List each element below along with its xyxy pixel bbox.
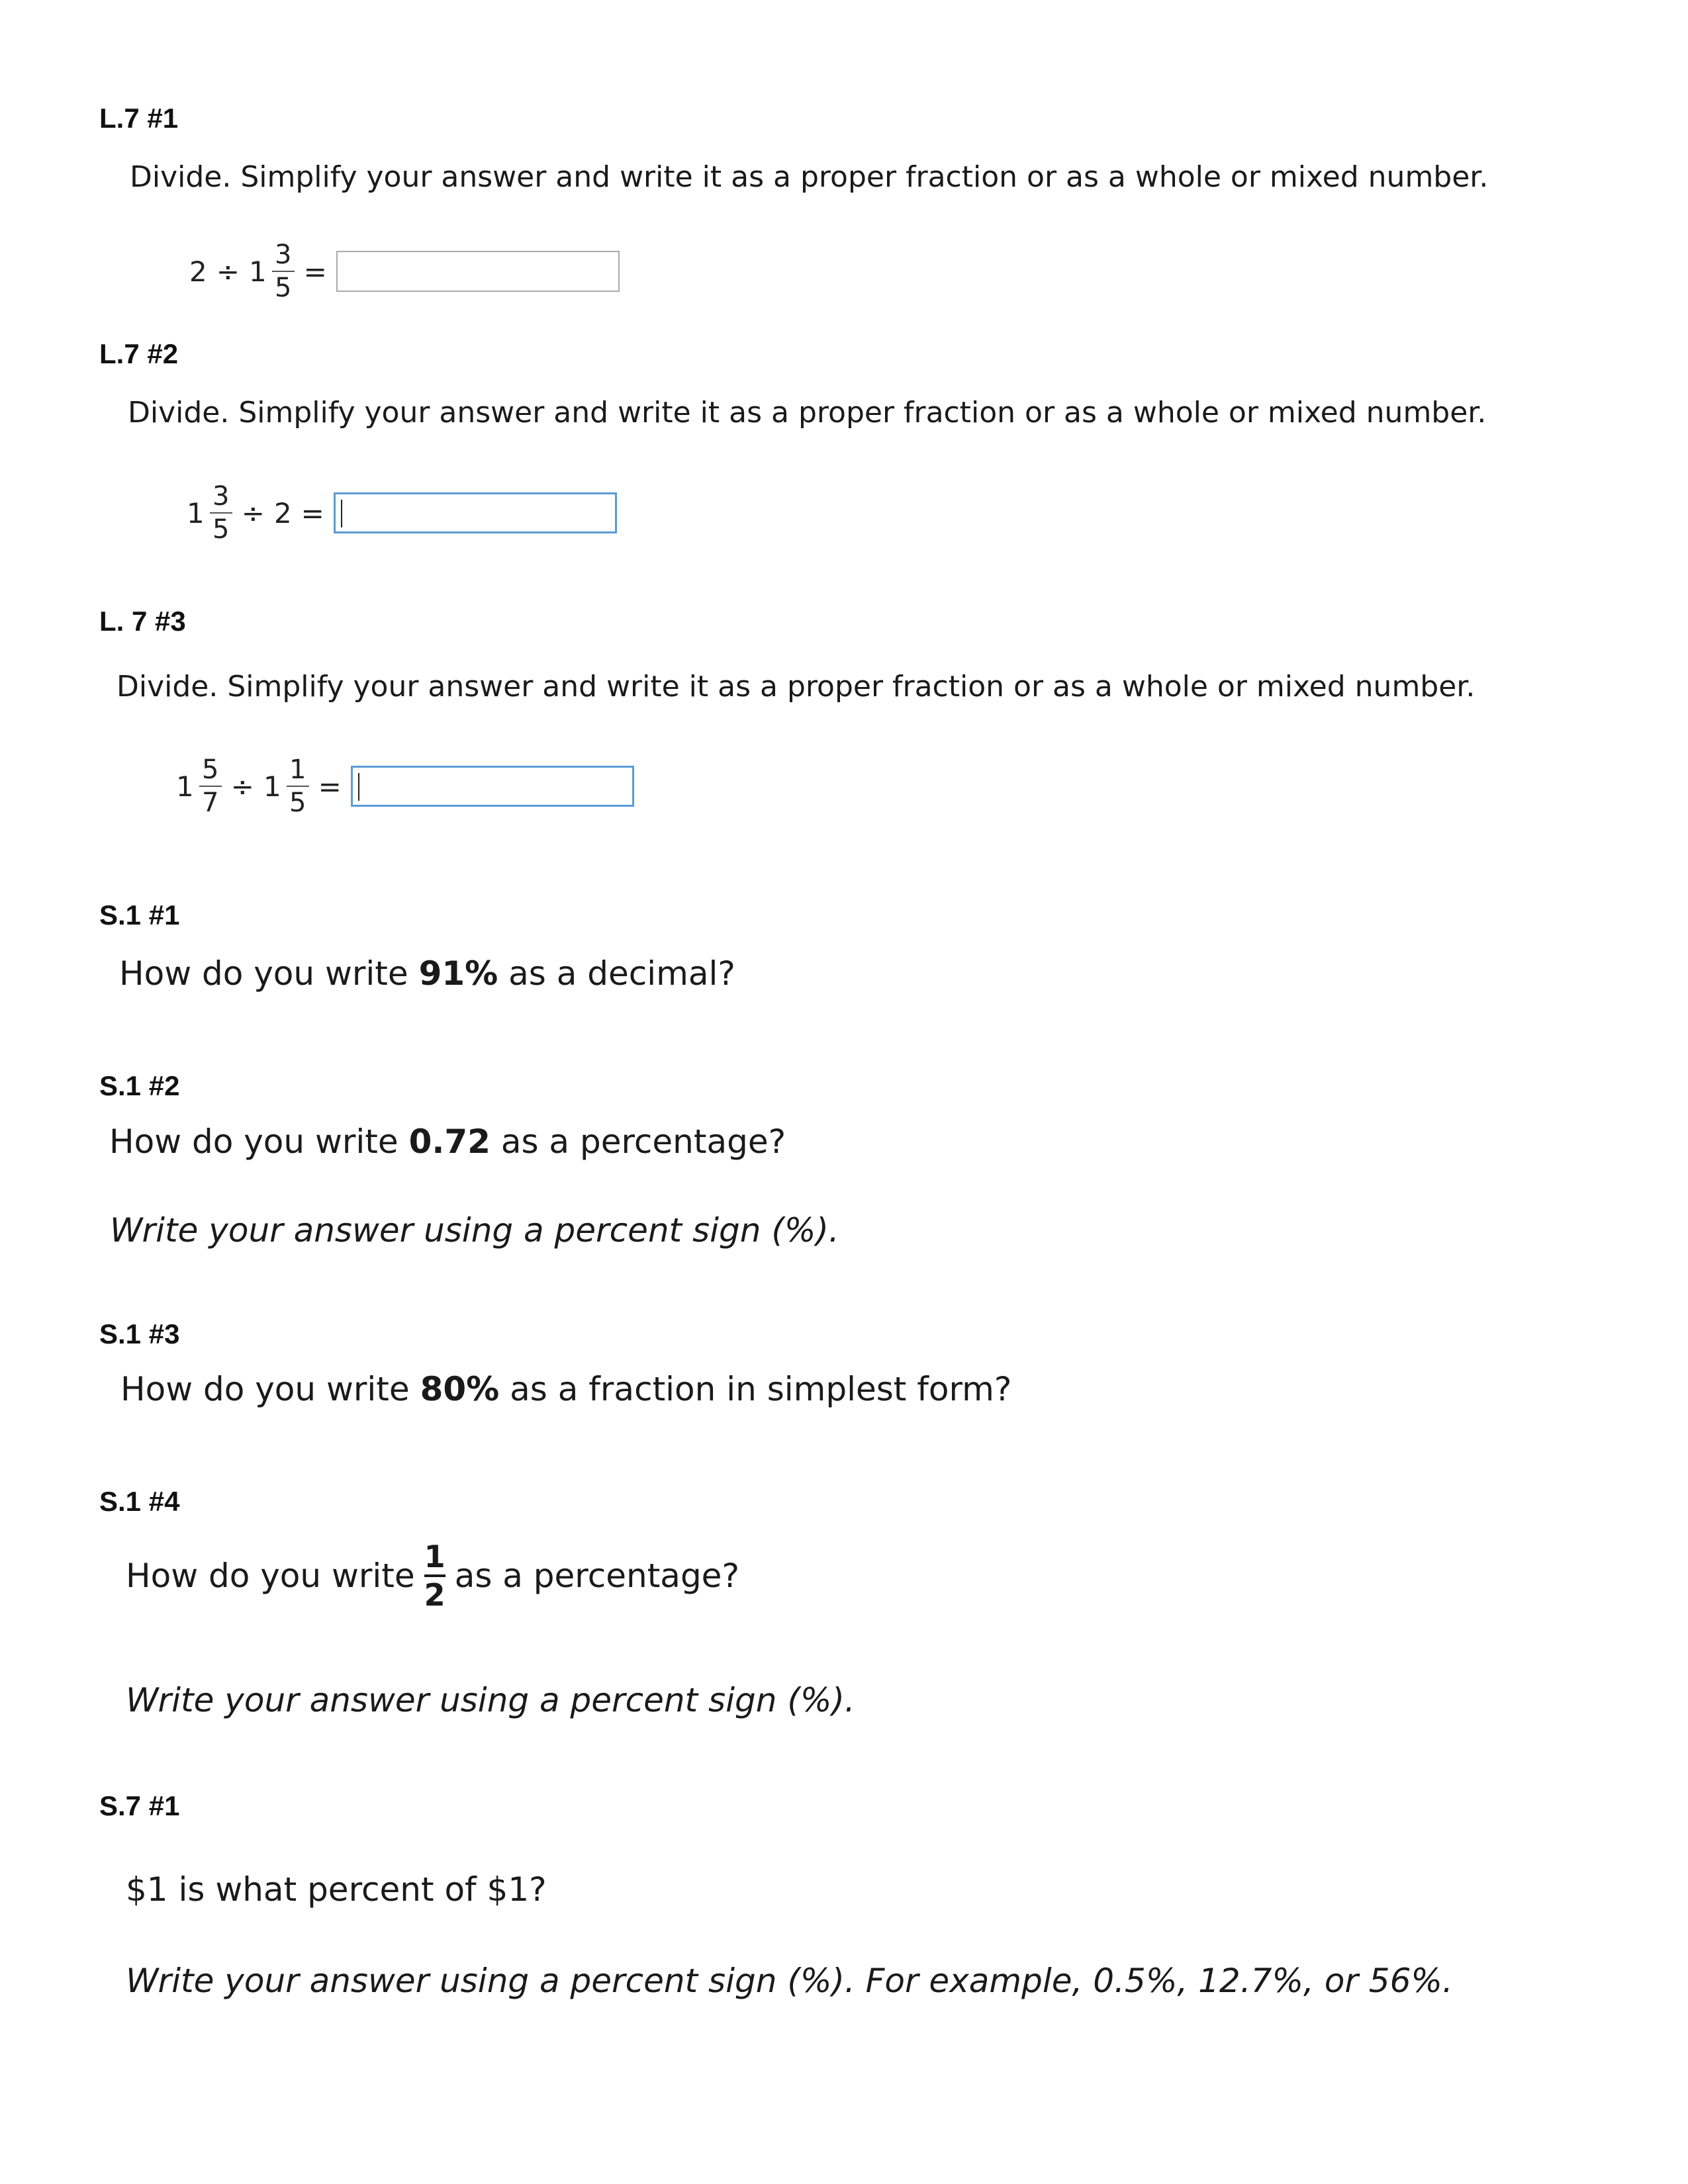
problem-label: S.1 #2	[99, 1070, 180, 1101]
question-text: How do you write	[126, 1557, 415, 1595]
answer-input[interactable]	[351, 766, 634, 807]
divide-sign: ÷	[241, 496, 265, 529]
fraction	[424, 1539, 445, 1613]
fraction	[272, 242, 295, 301]
question-text: as a decimal?	[498, 954, 735, 993]
divide-sign: ÷	[230, 770, 254, 803]
answer-hint: Write your answer using a percent sign (%). For example, 0.5%, 12.7%, or 56%.	[126, 1962, 1453, 2000]
equals-sign: =	[303, 255, 327, 288]
question-value: 91%	[418, 954, 498, 993]
operand: 2	[273, 496, 292, 529]
numerator: 1	[289, 754, 306, 785]
problem-question	[126, 1539, 739, 1612]
question-text: as a percentage?	[454, 1557, 739, 1595]
fraction	[210, 483, 232, 543]
question-text: as a percentage?	[490, 1122, 786, 1161]
problem-label: S.1 #4	[99, 1486, 180, 1517]
problem-label: S.1 #1	[99, 899, 180, 931]
numerator: 3	[212, 481, 230, 512]
problem-label: L.7 #1	[99, 103, 179, 134]
numerator: 5	[202, 754, 219, 785]
fraction	[287, 756, 309, 816]
fraction	[199, 756, 222, 816]
math-expression	[187, 480, 617, 546]
problem-instruction: Divide. Simplify your answer and write it as a proper fraction or as a whole or mixed number.	[128, 396, 1487, 430]
whole-number: 1	[187, 496, 205, 529]
divide-sign: ÷	[216, 255, 240, 288]
whole-number: 1	[263, 770, 281, 803]
problem-label: S.1 #3	[99, 1318, 180, 1349]
answer-input[interactable]	[334, 492, 617, 533]
denominator: 7	[202, 788, 219, 818]
numerator: 3	[274, 240, 292, 270]
whole-number: 1	[248, 255, 267, 288]
question-text: How do you write	[119, 954, 419, 993]
question-text: How do you write	[109, 1122, 409, 1161]
problem-label: S.7 #1	[99, 1790, 180, 1821]
equals-sign: =	[301, 496, 324, 529]
problem-question	[109, 1122, 786, 1161]
operand: 2	[189, 255, 207, 288]
equals-sign: =	[318, 770, 342, 803]
answer-input[interactable]	[336, 251, 620, 292]
question-value: 0.72	[408, 1122, 491, 1161]
problem-question	[120, 1370, 1012, 1408]
problem-question: $1 is what percent of $1?	[126, 1870, 547, 1909]
problem-instruction: Divide. Simplify your answer and write it as a proper fraction or as a whole or mixed number.	[130, 160, 1489, 194]
whole-number: 1	[176, 770, 194, 803]
math-expression	[189, 238, 620, 304]
question-value: 80%	[420, 1370, 500, 1408]
denominator: 5	[289, 788, 306, 818]
problem-label: L.7 #2	[99, 338, 179, 369]
math-expression	[176, 753, 634, 819]
answer-hint: Write your answer using a percent sign (%).	[110, 1211, 839, 1250]
denominator: 5	[212, 514, 230, 545]
problem-label: L. 7 #3	[99, 606, 186, 637]
problem-question	[119, 954, 735, 993]
denominator: 5	[274, 273, 292, 303]
answer-hint: Write your answer using a percent sign (%).	[126, 1681, 855, 1719]
denominator: 2	[424, 1577, 445, 1613]
problem-instruction: Divide. Simplify your answer and write it as a proper fraction or as a whole or mixed number.	[117, 670, 1476, 704]
question-text: as a fraction in simplest form?	[499, 1370, 1012, 1408]
numerator: 1	[424, 1539, 445, 1574]
question-text: How do you write	[120, 1370, 420, 1408]
